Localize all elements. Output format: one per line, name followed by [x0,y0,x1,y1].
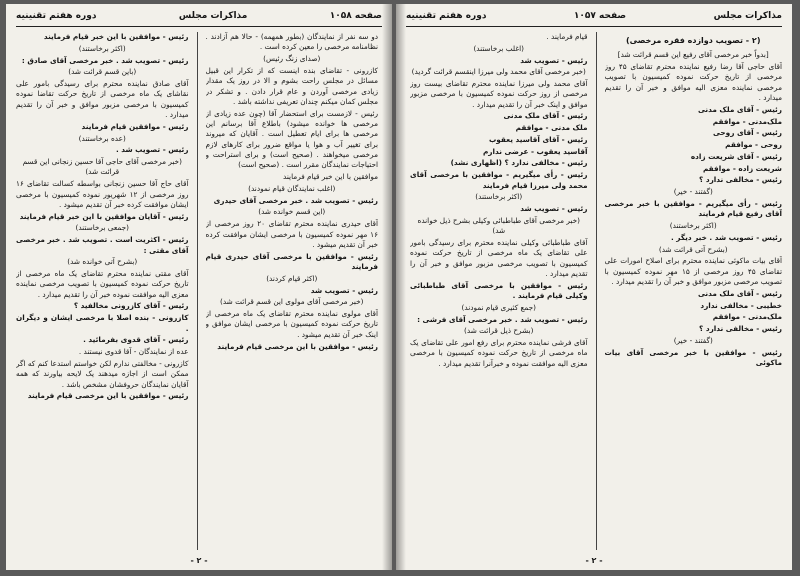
left-column-divider [197,32,198,550]
speaker-line: رئیس - تصویب شد . [115,145,189,155]
right-page-title: مذاکرات مجلس [713,11,782,21]
procedural-note: (اکثر قیام کردند) [266,273,318,283]
speaker-line: رئیس - تصویب شد . خبر مرخصی آقای فرشی : [417,314,588,324]
speaker-line: رئیس - تصویب شد . خبر دیگر . [671,232,782,242]
right-page [396,4,792,570]
body-paragraph: آقای حاجی آقا رضا رفیع نماینده محترم تقاضای ۴۵ روز مرخصی از تاریخ حرکت نموده کمیسیون با تصویب مرخصی نماینده معزی الیه موافق و خبر آن را تقدیم میدارد . [604,62,782,103]
speaker-line: رئیس - آقایان موافقین با این خبر قیام فرمایند [19,211,189,221]
left-page-number: صفحه ۱۰۵۸ [329,11,382,21]
speaker-line: رئیس - آقای ملک مدنی [503,111,588,121]
procedural-note: (اکثر برخاستند) [475,192,523,202]
left-header-rule [16,26,382,27]
speaker-line: روحی - موافقم [725,140,782,150]
procedural-note: (عده برخاستند) [78,133,126,143]
body-paragraph: کازرونی - مخالفتی ندارم لکن خواستم استدعا کنم که اگر ممکن است از اجازه میدهند یک لایحه بیاورند که همه آقایان نمایندگان حروفشان مشخص باشد . [16,358,189,389]
speaker-line: رئیس - موافقین با خبر مرخصی آقای بیات ماکوئی [604,347,782,367]
left-gutter-shadow [382,4,392,570]
body-paragraph: عده از نمایندگان - آقا قدوی نیستند . [78,347,189,357]
left-page-footer: - ۲ - [190,556,208,565]
right-page-footer: - ۲ - [585,556,603,565]
procedural-note: (باین قسم قرائت شد) [68,67,137,77]
procedural-note: (اغلب برخاستند) [473,43,525,53]
speaker-line: رئیس - آقای کازرونی مخالفید ؟ [73,301,189,311]
right-header-rule [406,26,782,27]
body-paragraph: آقای بیات ماکوئی نماینده محترم برای اصلاح امورات علی تقاضای ۴۵ روز مرخصی از ۱۵ مهر نموده کمیسیون با تصویب مرخصی مزبور موافق و خبر آن را تقدیم میدارد . [604,256,782,287]
speaker-line: رئیس - رأی میگیریم - موافقین با خبر مرخصی آقای رفیع قیام فرمایند [604,198,782,219]
speaker-line: رئیس - تصویب شد [520,204,588,214]
speaker-line: رئیس - تصویب شد . خبر مرخصی آقای حیدری [213,195,378,205]
speaker-line: رئیس - موافقین با این خبر قیام فرمایند [43,32,189,41]
left-page-column-left [16,32,189,550]
body-paragraph: آقای فرشی نماینده محترم برای رفع امور علی تقاضای یک ماه مرخصی از تاریخ حرکت نموده کمیسیون با مرخصی معزی الیه موافقت نموده و خبرآنرا تقدیم میدارد . [410,338,588,368]
left-page-title: مذاکرات مجلس [178,11,248,21]
left-page-columns [16,32,378,550]
procedural-note: (بشرح آتی قرائت شد) [658,244,728,254]
body-paragraph: آقای حاج آقا حسین زنجانی بواسطه کسالت تقاضای ۱۶ روز مرخصی از ۱۲ شهریور نموده کمیسیون با مرخصی ایشان موافقت کرده خبر آن تقدیم میشود . [16,179,189,209]
body-paragraph: آقای حیدری نماینده محترم تقاضای ۲۰ روز مرخصی از ۱۶ مهر نموده کمیسیون با مرخصی ایشان موافقت کرده خبر آن تقدیم میشود . [205,219,378,249]
speaker-line: رئیس - تصویب شد . خبر مرخصی آقای صادق : [21,55,189,65]
speaker-line: رئیس - آقای شریعت زاده [690,151,782,161]
body-paragraph: آقای مولوی نماینده محترم تقاضای یک ماه مرخصی از تاریخ حرکت نموده کمیسیون با مرخصی ایشان موافق و اینک خبر آن تقدیم میشود . [205,309,378,339]
right-page-columns [410,32,782,550]
body-paragraph: آقای صادق نماینده محترم برای رسیدگی بامور علی نقاشای یک ماه مرخصی از تاریخ حرکت تقاضا نموده کمیسیون با مرخصی مزبور موافق و خبر آن را تقدیم میدارد . [16,79,189,120]
right-column-divider [596,32,597,550]
procedural-note: (گفتند - خیر) [673,187,713,197]
procedural-note: (جمع کثیری قیام نمودند) [461,302,536,312]
speaker-line: رئیس - موافقین با مرخصی آقای طباطبائی وکیلی قیام فرمایند . [410,280,588,301]
right-gutter-shadow [396,4,406,570]
speaker-line: رئیس - رأی میگیریم - موافقین با مرخصی آقای محمد ولی میرزا قیام فرمایند [410,170,588,190]
body-paragraph: موافقین با این خبر قیام فرمایند [283,172,378,182]
speaker-line: رئیس - تصویب شد [520,55,588,65]
body-paragraph: آقای طباطبائی وکیلی نماینده محترم برای رسیدگی بامور علی تقاضای یک ماه مرخصی از تاریخ حرکت نموده کمیسیون با تصویب مرخصی مزبور موافق و خبر آن را تقدیم میدارد . [410,237,588,279]
speaker-line: رئیس - موافقین قیام فرمایند [81,121,189,131]
speaker-line: رئیس - آقای روحی [713,128,782,138]
section-heading: (۲ - تصویب دوازده فقره مرخصی) [626,36,761,45]
book-spread [6,4,794,570]
speaker-line: خطیبی - مخالفی ندارد [700,300,782,310]
speaker-line: رئیس - موافقین با این مرخصی قیام فرمایند [217,341,378,351]
right-page-header [406,8,782,24]
left-page-column-right [206,32,379,550]
speaker-line: ملک مدنی - موافقم [515,123,588,133]
procedural-note: (گفتند - خیر) [673,335,713,345]
procedural-note: (این قسم خوانده شد) [258,207,326,217]
speaker-line: ملک‌مدنی - موافقم [712,312,782,322]
procedural-note: (اکثر برخاستند) [78,43,126,53]
speaker-line: رئیس - آقای آقاسید یعقوب [488,134,588,144]
body-paragraph: دو سه نفر از نمایندگان (بطور همهمه) - حالا هم آزادند . نظامنامه مرخصی را معین کرده است . [205,32,378,52]
procedural-note: (خبر مرخصی آقای حاجی آقا حسین زنجانی این قسم قرائت شد) [22,157,182,177]
speaker-line: رئیس - مخالفی ندارد ؟ [699,175,782,185]
right-page-column-left [410,32,588,550]
procedural-note: (خبر مرخصی آقای طباطبائی وکیلی بشرح ذیل خوانده شد) [417,215,580,236]
speaker-line: ملک‌مدنی - موافقم [712,116,782,126]
right-page-period: دوره هفتم تقنینیه [406,11,487,21]
procedural-note: (خبر مرخصی آقای محمد ولی میرزا اینقسم قرائت گردید) [411,67,586,77]
procedural-note: [بدواً خبر مرخصی آقای رفیع این قسم قرائت شد] [617,50,769,60]
body-paragraph: آقای محمد ولی میرزا نماینده محترم تقاضای بیست روز مرخصی از روز حرکت نموده کمیسیون با مرخصی مزبور موافق و اینک خبر آن را تقدیم میدارد . [410,79,588,109]
left-page [6,4,392,570]
body-paragraph: قیام فرمایند . [546,32,588,41]
body-paragraph: رئیس - لازمست برای استحضار آقا (چون عده زیادی از مرخصی ها خوانده میشود) باطلاع آقا برسانم این مرخصی ها برای ایام تعطیل است . آقایان که میروند برای تغییر آب و هوا یا مواقع ضرور برای کارهای لازم مرخصی میخواهند . (صحیح است) و برای استراحت و احتیاجات نمایندگان مقرر است . (صحیح است) [205,108,378,170]
procedural-note: (خبر مرخصی آقای مولوی این قسم قرائت شد) [219,297,364,307]
procedural-note: (جمعی برخاستند) [75,223,129,233]
speaker-line: رئیس - آقای ملک مدنی [698,104,782,114]
body-paragraph: آقای مقتی نماینده محترم تقاضای یک ماه مرخصی از تاریخ حرکت نموده کمیسیون با تصویب مرخصی نماینده معزی الیه موافقت نموده خبر آن را تقدیم میدارد . [16,269,189,299]
speaker-line: رئیس - آقای قدوی بفرمائید . [83,335,189,345]
procedural-note: (بشرح آتی خوانده شد) [67,257,138,267]
right-page-column-right [605,32,783,550]
speaker-line: رئیس - موافقین با مرخصی آقای حیدری قیام فرمایند [205,251,378,272]
procedural-note: (بشرح ذیل قرائت شد) [464,326,534,336]
speaker-line: شریعت زاده - موافقم [702,163,782,173]
speaker-line: رئیس - موافقین با این مرخصی قیام فرمایند [27,391,189,401]
procedural-note: (اغلب نمایندگان قیام نمودند) [248,183,336,193]
speaker-line: آقاسید یعقوب - عرضی ندارم [482,146,588,156]
speaker-line: کازرونی - بنده اصلا با مرخصی ایشان و دیگران . [16,313,189,333]
procedural-note: (اکثر برخاستند) [669,221,717,231]
body-paragraph: کازرونی - تقاضای بنده اینست که از تکرار این قبیل مسائل در مجلس راحت بشوم و الا در روز یک مقدار زیادی مرخصی آوردن و عام قرار دادن . و تشکر در مجلس کمان میکنم چندان تعریفی نداشته باشد . [205,65,378,106]
procedural-note: (صدای زنگ رئیس) [263,54,321,64]
right-page-number: صفحه ۱۰۵۷ [573,11,627,21]
left-page-header [16,8,382,24]
speaker-line: رئیس - آقای ملک مدنی [698,288,782,298]
left-page-period: دوره هفتم تقنینیه [16,11,97,21]
speaker-line: رئیس - مخالفی ندارد ؟ (اظهاری نشد) [450,158,588,168]
speaker-line: رئیس - اکثریت است . تصویب شد . خبر مرخصی آقای مقتی : [16,235,189,255]
speaker-line: رئیس - تصویب شد [310,285,378,295]
speaker-line: رئیس - مخالفی ندارد ؟ [699,324,782,334]
